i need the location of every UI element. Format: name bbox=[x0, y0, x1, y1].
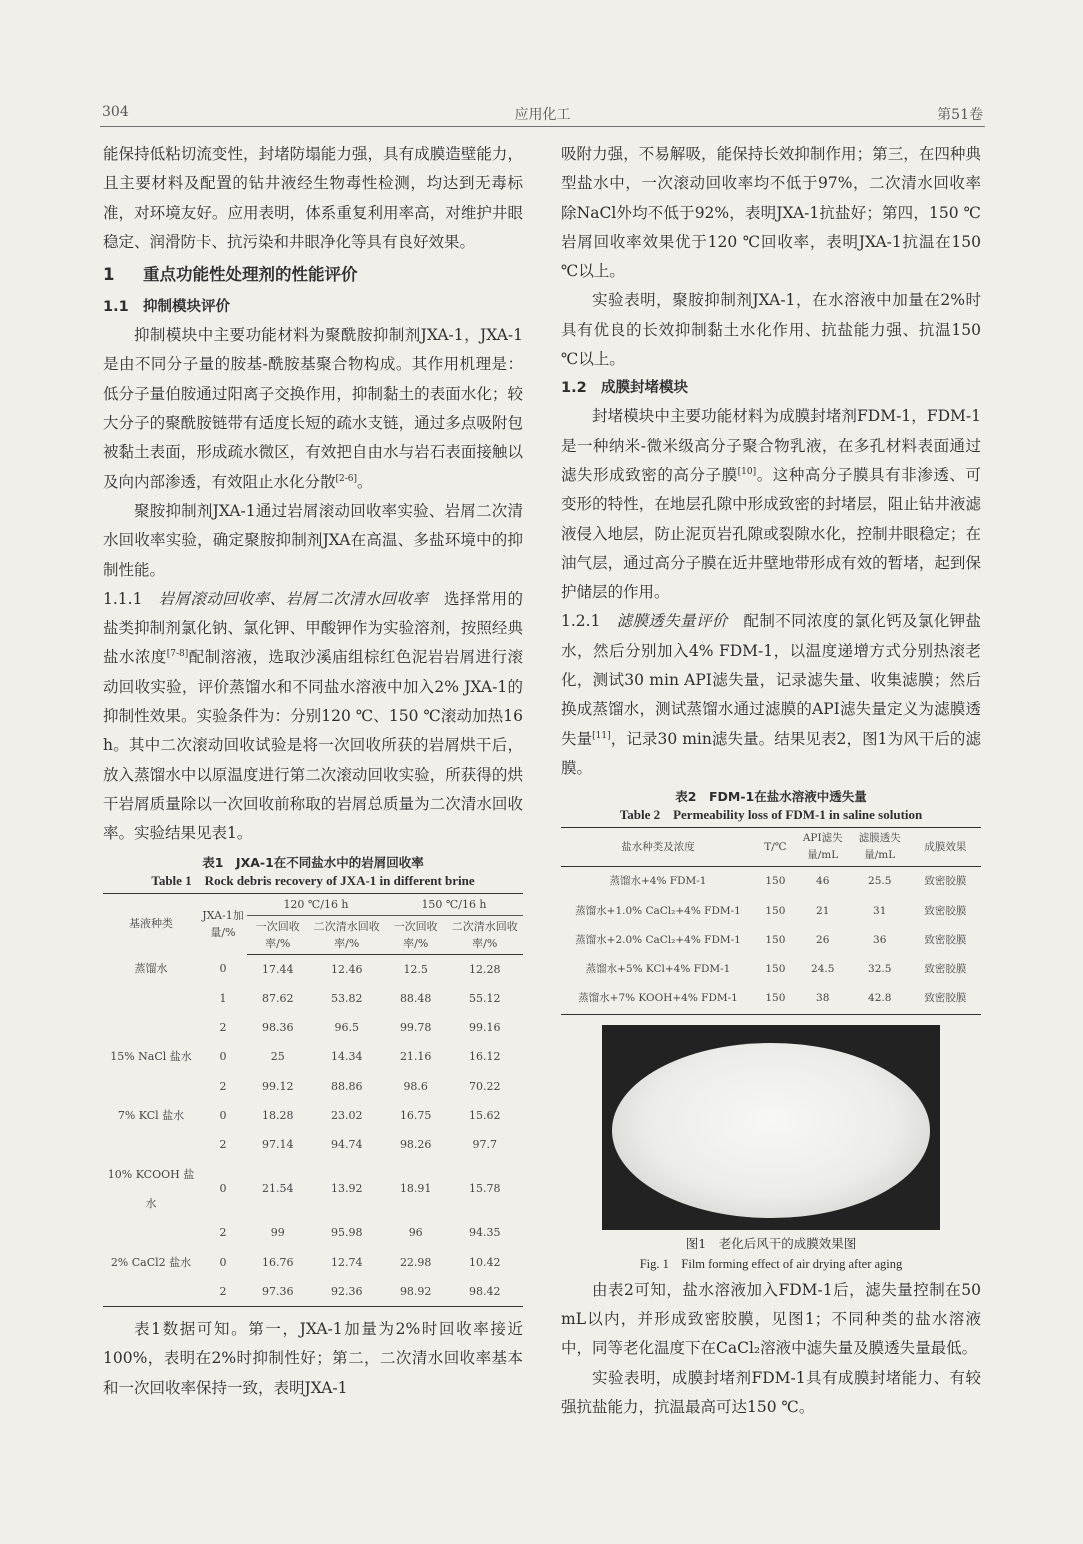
result-paragraph: 表1数据可知。第一，JXA-1加量为2%时回收率接近100%，表明在2%时抑制性好；第二，二次清水回收率基本和一次回收率保持一致，表明JXA-1 bbox=[103, 1320, 523, 1397]
table-cell: 55.12 bbox=[468, 991, 501, 1005]
table-cell: 98.26 bbox=[399, 1138, 432, 1152]
table-cell: 蒸馏水 bbox=[134, 962, 168, 976]
figure-1-caption-en: Fig. 1 Film forming effect of air drying after aging bbox=[639, 1256, 903, 1271]
table-cell: 97.36 bbox=[247, 1277, 308, 1307]
subsection-title: 岩屑滚动回收率、岩屑二次清水回收率 bbox=[158, 589, 429, 608]
section-number: 1.2 bbox=[561, 380, 587, 397]
table-cell: 12.46 bbox=[330, 962, 363, 976]
table-cell: 0 bbox=[219, 962, 227, 976]
table-cell: 26 bbox=[816, 933, 830, 946]
table-row bbox=[561, 897, 981, 926]
table-row bbox=[103, 984, 523, 1013]
col-first-recovery: 一次回收率/% bbox=[385, 915, 446, 954]
table-2 bbox=[561, 827, 981, 1014]
table-cell: 致密胶膜 bbox=[924, 963, 967, 976]
table-row bbox=[103, 954, 523, 984]
table-row bbox=[103, 1013, 523, 1042]
table-cell: 12.28 bbox=[468, 962, 501, 976]
group-120: 120 ℃/16 h bbox=[247, 893, 385, 915]
table-cell: 12.74 bbox=[330, 1255, 363, 1269]
journal-name: 应用化工 bbox=[514, 107, 571, 123]
figure-1-caption-cn: 图1 老化后风干的成膜效果图 bbox=[685, 1235, 857, 1251]
table-cell: 92.36 bbox=[308, 1277, 385, 1307]
col-temperature: T/℃ bbox=[755, 828, 796, 867]
table-cell: 16.76 bbox=[261, 1255, 294, 1269]
table-cell: 23.02 bbox=[330, 1109, 363, 1123]
table-cell: 98.92 bbox=[385, 1277, 446, 1307]
table-cell: 150 bbox=[765, 904, 786, 917]
table-cell: 15.78 bbox=[468, 1182, 501, 1196]
table-cell: 17.44 bbox=[261, 962, 294, 976]
intro-paragraph: 能保持低粘切流变性，封堵防塌能力强，具有成膜造壁能力，且主要材料及配置的钻井液经生物毒性检测，均达到无毒标准，对环境友好。应用表明，体系重复利用率高，对维护井眼稳定、润滑防卡、抗污染和井眼净化等具有良好效果。 bbox=[103, 145, 523, 251]
section-1-heading bbox=[103, 257, 523, 293]
table-cell: 2% CaCl2 盐水 bbox=[110, 1255, 192, 1269]
col-film-effect: 成膜效果 bbox=[910, 828, 981, 867]
table-cell: 2 bbox=[219, 1226, 227, 1240]
col-brine-type: 盐水种类及浓度 bbox=[561, 828, 755, 867]
paragraph-text: 。 bbox=[357, 472, 373, 491]
conclusion-paragraph-2: 实验表明，成膜封堵剂FDM-1具有成膜封堵能力、有较强抗盐能力，抗温最高可达150 ℃。 bbox=[561, 1368, 981, 1416]
sealing-paragraph bbox=[561, 402, 981, 607]
table-cell bbox=[103, 1072, 199, 1101]
section-1-2-heading bbox=[561, 374, 981, 402]
subsection-number: 1.2.1 bbox=[561, 612, 601, 631]
table-cell: 25.5 bbox=[868, 875, 892, 888]
table-row bbox=[103, 1218, 523, 1247]
table-cell: 95.98 bbox=[330, 1226, 363, 1240]
table-cell: 16.12 bbox=[468, 1050, 501, 1064]
table-cell: 蒸馏水+2.0% CaCl₂+4% FDM-1 bbox=[575, 933, 741, 946]
subsection-1-2-1-paragraph bbox=[561, 607, 981, 783]
table-cell: 致密胶膜 bbox=[924, 904, 967, 917]
col-second-recovery: 二次清水回收率/% bbox=[446, 915, 523, 954]
table-row bbox=[103, 1042, 523, 1071]
table-cell bbox=[103, 1218, 199, 1247]
table-cell bbox=[103, 984, 199, 1013]
inhibitor-paragraph bbox=[103, 321, 523, 497]
table-cell: 0 bbox=[219, 1050, 227, 1064]
table-cell: 0 bbox=[219, 1109, 227, 1123]
film-photo bbox=[612, 1043, 930, 1218]
table-cell bbox=[103, 1013, 199, 1042]
table-cell: 98.6 bbox=[403, 1079, 428, 1093]
col-second-recovery: 二次清水回收率/% bbox=[308, 915, 385, 954]
table-cell: 31 bbox=[873, 904, 887, 917]
table-cell: 42.8 bbox=[850, 984, 910, 1014]
table-cell: 98.42 bbox=[446, 1277, 523, 1307]
table-cell: 18.91 bbox=[399, 1182, 432, 1196]
table-cell: 蒸馏水+1.0% CaCl₂+4% FDM-1 bbox=[575, 904, 741, 917]
table-row bbox=[103, 1072, 523, 1101]
table-cell: 88.86 bbox=[330, 1079, 363, 1093]
table-cell: 2 bbox=[219, 1021, 227, 1035]
section-title: 抑制模块评价 bbox=[143, 299, 230, 316]
table-cell: 53.82 bbox=[330, 991, 363, 1005]
section-title: 重点功能性处理剂的性能评价 bbox=[143, 265, 358, 285]
section-title: 成膜封堵模块 bbox=[601, 380, 688, 397]
table-cell: 150 bbox=[765, 933, 786, 946]
group-150: 150 ℃/16 h bbox=[385, 893, 523, 915]
table-cell: 21 bbox=[816, 904, 830, 917]
table-row bbox=[103, 1130, 523, 1159]
volume-label: 第51卷 bbox=[937, 107, 983, 123]
table-cell: 2 bbox=[219, 1079, 227, 1093]
col-api-loss: API滤失量/mL bbox=[796, 828, 850, 867]
evaluation-paragraph: 聚胺抑制剂JXA-1通过岩屑滚动回收率实验、岩屑二次清水回收率实验，确定聚胺抑制剂JXA在高温、多盐环境中的抑制性能。 bbox=[103, 501, 523, 579]
paragraph-text: 配制溶液，选取沙溪庙组棕红色泥岩岩屑进行滚动回收实验，评价蒸馏水和不同盐水溶液中加入2% JXA-1的抑制性效果。实验条件为：分别120 ℃、150 ℃滚动加热16 h。其中二次滚动回收试验是将一次回收所获的岩屑烘干后，放入蒸馏水中以原温度进行第二次滚动回收实验，所获得的烘干岩屑质量除以一次回收前称取的岩屑总质量为二次清水回收率。实验结果见表1。 bbox=[103, 648, 523, 843]
table-cell bbox=[103, 1130, 199, 1159]
table-cell: 24.5 bbox=[811, 963, 835, 976]
paragraph-text: 。这种高分子膜具有非渗透、可变形的特性，在地层孔隙中形成致密的封堵层，阻止钻井液滤液侵入地层，防止泥页岩孔隙或裂隙水化，控制井眼稳定；在油气层，通过高分子膜在近井壁地带形成有效的暂堵，起到保护储层的作用。 bbox=[561, 465, 981, 602]
right-column bbox=[561, 140, 981, 1422]
table-cell: 99 bbox=[270, 1226, 285, 1240]
citation: [2-6] bbox=[335, 473, 358, 484]
table-cell: 98.36 bbox=[261, 1021, 294, 1035]
table-cell: 38 bbox=[796, 984, 850, 1014]
table-cell: 15.62 bbox=[468, 1109, 501, 1123]
table-cell: 96 bbox=[408, 1226, 423, 1240]
table-1 bbox=[103, 893, 523, 1308]
table-cell: 97.14 bbox=[261, 1138, 294, 1152]
left-column bbox=[103, 140, 523, 1403]
table-cell: 99.12 bbox=[261, 1079, 294, 1093]
table-row bbox=[561, 984, 981, 1014]
conclusion-paragraph-1: 实验表明，聚胺抑制剂JXA-1，在水溶液中加量在2%时具有优良的长效抑制黏土水化作用、抗盐能力强、抗温150 ℃以上。 bbox=[561, 291, 981, 369]
table-cell: 15% NaCl 盐水 bbox=[110, 1050, 192, 1064]
table-cell: 蒸馏水+7% KOOH+4% FDM-1 bbox=[561, 984, 755, 1014]
table-cell: 0 bbox=[219, 1182, 227, 1196]
table-cell: 70.22 bbox=[468, 1079, 501, 1093]
table-row bbox=[103, 1248, 523, 1277]
col-permeability-loss: 滤膜透失量/mL bbox=[850, 828, 910, 867]
table-cell: 97.7 bbox=[472, 1138, 497, 1152]
citation: [10] bbox=[737, 466, 757, 477]
table-cell: 150 bbox=[755, 984, 796, 1014]
section-number: 1 bbox=[103, 265, 115, 285]
paragraph-text: 抑制模块中主要功能材料为聚酰胺抑制剂JXA-1，JXA-1是由不同分子量的胺基-酰胺基聚合物构成。其作用机理是：低分子量伯胺通过阳离子交换作用，抑制黏土的表面水化；较大分子的聚酰胺链带有适度长短的疏水支链，通过多点吸附包被黏土表面，形成疏水微区，有效把自由水与岩石表面接触以及向内部渗透，有效阻止水化分散 bbox=[103, 326, 523, 491]
citation: [11] bbox=[592, 730, 611, 741]
table-cell: 14.34 bbox=[330, 1050, 363, 1064]
subsection-number: 1.1.1 bbox=[103, 589, 143, 608]
paragraph-text: 选择常用的盐类抑制剂氯化钠、氯化钾、甲酸钾作为实验溶剂，按照经典盐水浓度 bbox=[103, 589, 523, 667]
table-row bbox=[561, 867, 981, 897]
table-row bbox=[103, 1277, 523, 1307]
figure-1-image bbox=[602, 1025, 940, 1230]
paragraph-text: 封堵模块中主要功能材料为成膜封堵剂FDM-1，FDM-1是一种纳米-微米级高分子聚合物乳液，在多孔材料表面通过滤失形成致密的高分子膜 bbox=[561, 407, 981, 484]
table-cell: 7% KCl 盐水 bbox=[117, 1109, 185, 1123]
table-cell: 96.5 bbox=[334, 1021, 359, 1035]
table-cell: 150 bbox=[765, 963, 786, 976]
table-cell: 蒸馏水+5% KCl+4% FDM-1 bbox=[585, 963, 731, 976]
subsection-title: 滤膜透失量评价 bbox=[616, 612, 728, 631]
table-cell: 16.75 bbox=[399, 1109, 432, 1123]
table-row bbox=[103, 1160, 523, 1219]
table-row bbox=[561, 955, 981, 984]
section-1-1-heading bbox=[103, 293, 523, 321]
table-row bbox=[561, 926, 981, 955]
table-cell: 94.35 bbox=[468, 1226, 501, 1240]
table-cell: 致密胶膜 bbox=[924, 875, 967, 888]
table-cell: 13.92 bbox=[330, 1182, 363, 1196]
table-cell: 87.62 bbox=[261, 991, 294, 1005]
table-cell: 致密胶膜 bbox=[924, 933, 967, 946]
table-cell: 2 bbox=[219, 1138, 227, 1152]
figure-discussion-paragraph: 由表2可知，盐水溶液加入FDM-1后，滤失量控制在50 mL以内，并形成致密胶膜，见图1；不同种类的盐水溶液中，同等老化温度下在CaCl₂溶液中滤失量及膜透失量最低。 bbox=[561, 1280, 981, 1358]
table-cell: 32.5 bbox=[868, 963, 892, 976]
table-cell: 99.16 bbox=[468, 1021, 501, 1035]
table-cell: 150 bbox=[765, 875, 786, 888]
table-cell: 36 bbox=[873, 933, 887, 946]
page-number: 304 bbox=[102, 104, 129, 120]
col-base-liquid: 基液种类 bbox=[103, 893, 199, 954]
col-first-recovery: 一次回收率/% bbox=[247, 915, 308, 954]
table-cell: 0 bbox=[219, 1255, 227, 1269]
table-2-title-cn: 表2 FDM-1在盐水溶液中透失量 bbox=[675, 789, 867, 805]
paragraph-text: ，记录30 min滤失量。结果见表2，图1为风干后的滤膜。 bbox=[561, 729, 981, 777]
table-cell: 25 bbox=[270, 1050, 285, 1064]
table-cell: 10% KCOOH 盐水 bbox=[107, 1167, 195, 1210]
table-row bbox=[103, 1101, 523, 1130]
table-cell: 致密胶膜 bbox=[910, 984, 981, 1014]
table-cell: 46 bbox=[816, 875, 830, 888]
table-cell: 99.78 bbox=[399, 1021, 432, 1035]
table-cell: 88.48 bbox=[399, 991, 432, 1005]
table-cell: 18.28 bbox=[261, 1109, 294, 1123]
table-cell bbox=[103, 1277, 199, 1307]
table-cell: 2 bbox=[199, 1277, 247, 1307]
table-cell: 10.42 bbox=[468, 1255, 501, 1269]
table-1-title-en: Table 1 Rock debris recovery of JXA-1 in different brine bbox=[151, 872, 475, 888]
section-number: 1.1 bbox=[103, 299, 129, 316]
paragraph-text: 配制不同浓度的氯化钙及氯化钾盐水，然后分别加入4% FDM-1，以温度递增方式分别热滚老化，测试30 min API滤失量，记录滤失量、收集滤膜；然后换成蒸馏水，测试蒸馏水通过滤膜的API滤失量定义为滤膜透失量 bbox=[561, 612, 981, 748]
table-1-title-cn: 表1 JXA-1在不同盐水中的岩屑回收率 bbox=[202, 854, 424, 870]
citation: [7-8] bbox=[166, 649, 189, 660]
col-dose: JXA-1加量/% bbox=[199, 893, 247, 954]
table-2-title-en: Table 2 Permeability loss of FDM-1 in saline solution bbox=[619, 807, 923, 823]
table-cell: 12.5 bbox=[403, 962, 428, 976]
table-cell: 1 bbox=[219, 991, 227, 1005]
table-cell: 21.16 bbox=[399, 1050, 432, 1064]
table-cell: 94.74 bbox=[330, 1138, 363, 1152]
table-cell: 22.98 bbox=[399, 1255, 432, 1269]
subsection-1-1-1-paragraph bbox=[103, 585, 523, 849]
continuation-paragraph: 吸附力强，不易解吸，能保持长效抑制作用；第三，在四种典型盐水中，一次滚动回收率均不低于97%，二次清水回收率除NaCl外均不低于92%，表明JXA-1抗盐好；第四，150 ℃岩屑回收率效果优于120 ℃回收率，表明JXA-1抗温在150 ℃以上。 bbox=[561, 145, 981, 281]
table-cell: 21.54 bbox=[261, 1182, 294, 1196]
table-cell: 蒸馏水+4% FDM-1 bbox=[609, 875, 707, 888]
page-header bbox=[100, 100, 985, 127]
